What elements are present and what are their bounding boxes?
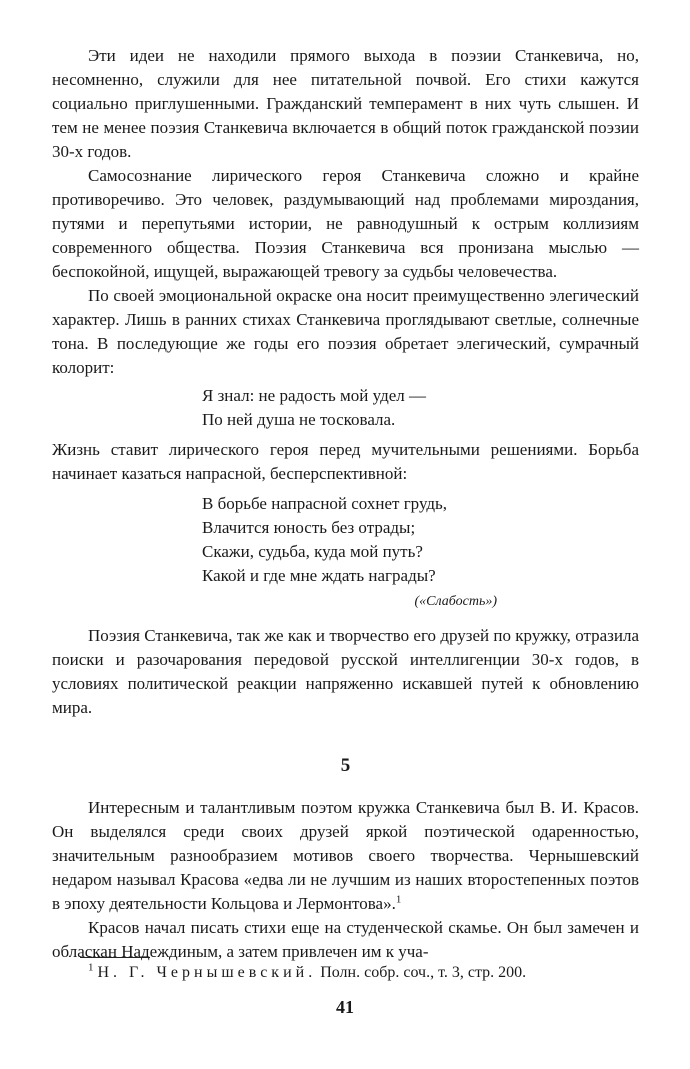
footnote-mark: 1 — [88, 961, 94, 974]
paragraph-1: Эти идеи не находили прямого выхода в поэзии Станкевича, но, несомненно, служили для нее питательной почвой. Его стихи кажутся социально приглушенными. Гражданский темперамент в них чуть слышен. И тем не менее поэзия Станкевича включается в общий поток гражданской поэзии 30-х годов. — [52, 46, 639, 161]
poem-line: В борьбе напрасной сохнет грудь, — [202, 494, 448, 513]
paragraph-6 — [52, 796, 639, 916]
footnote-author: Н. Г. Чернышевский. — [97, 964, 317, 981]
footnote-reference[interactable]: 1 — [395, 893, 402, 906]
paragraph-3: По своей эмоциональной окраске она носит преимущественно элегический характер. Лишь в ранних стихах Станкевича проглядывают светлые, солнечные тона. В последующие же годы его поэзия обретает элегический, сумрачный колорит: — [52, 286, 639, 377]
paragraph-7: Красов начал писать стихи еще на студенческой скамье. Он был замечен и обласкан Надеждиным, а затем привлечен им к уча- — [52, 918, 639, 961]
paragraph-6-text: Интересным и талантливым поэтом кружка Станкевича был В. И. Красов. Он выделялся среди своих друзей яркой поэтической одаренностью, значительным разнообразием мотивов своего творчества. Чернышевский недаром называл Красова «едва ли не лучшим из наших второстепенных поэтов в эпоху деятельности Кольцова и Лермонтова». — [52, 798, 639, 913]
paragraph-2: Самосознание лирического героя Станкевича сложно и крайне противоречиво. Это человек, раздумывающий над проблемами мироздания, путями и перепутьями истории, не равнодушный к острым коллизиям современного общества. Поэзия Станкевича вся пронизана мыслью — беспокойной, ищущей, выражающей тревогу за судьбы человечества. — [52, 166, 639, 281]
poem-line: По ней душа не тосковала. — [202, 410, 396, 429]
poem-line: Влачится юность без отрады; — [202, 518, 416, 537]
page-number: 41 — [336, 997, 354, 1017]
poem-quote-2 — [202, 492, 639, 588]
footnote-text: Полн. собр. соч., т. 3, стр. 200. — [320, 964, 527, 981]
paragraph-5: Поэзия Станкевича, так же как и творчество его друзей по кружку, отразила поиски и разочарования передовой русской интеллигенции 30-х годов, в условиях политической реакции напряженно искавшей путей к обновлению мира. — [52, 626, 639, 717]
paragraph-4: Жизнь ставит лирического героя перед мучительными решениями. Борьба начинает казаться напрасной, бесперспективной: — [52, 440, 639, 483]
page-body — [52, 44, 639, 964]
poem-line: Я знал: не радость мой удел — — [202, 386, 427, 405]
poem-attribution: («Слабость») — [414, 594, 497, 609]
footnote — [52, 962, 639, 984]
poem-quote-1 — [202, 384, 639, 432]
poem-line: Скажи, судьба, куда мой путь? — [202, 542, 423, 561]
section-number: 5 — [340, 755, 351, 776]
footnote-divider — [80, 957, 150, 958]
poem-line: Какой и где мне ждать награды? — [202, 566, 436, 585]
